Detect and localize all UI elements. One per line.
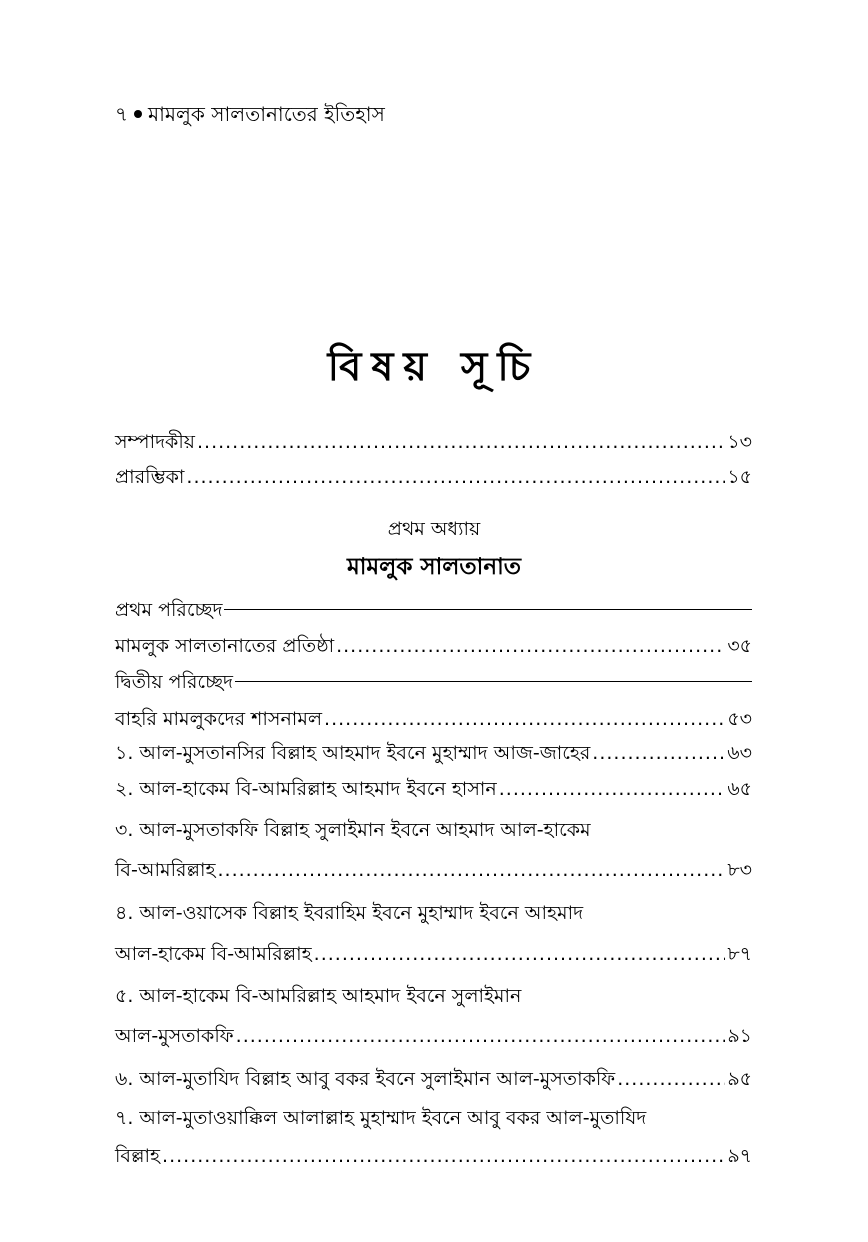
section-rule xyxy=(235,681,752,682)
toc-entry xyxy=(115,632,752,664)
dot-leader xyxy=(617,1068,725,1090)
toc-entry-label: মামলুক সালতানাতের প্রতিষ্ঠা xyxy=(115,635,335,657)
toc-entry-line: ৩. আল-মুসতাকফি বিল্লাহ সুলাইমান ইবনে আহমাদ আল-হাকেম xyxy=(115,819,591,841)
dot-leader xyxy=(236,1025,726,1047)
dot-leader xyxy=(186,466,725,488)
dot-leader xyxy=(324,708,725,730)
toc-entry-line: ৫. আল-হাকেম বি-আমরিল্লাহ আহমাদ ইবনে সুলাইমান xyxy=(115,985,522,1007)
toc-entry-page: ৩৫ xyxy=(727,635,752,657)
toc-entry-label: ৬. আল-মুতাযিদ বিল্লাহ আবু বকর ইবনে সুলাইমান আল-মুসতাকফি xyxy=(115,1068,616,1090)
toc-entry-line: ৪. আল-ওয়াসেক বিল্লাহ ইবরাহিম ইবনে মুহাম্মাদ ইবনে আহমাদ xyxy=(115,902,584,924)
toc-entry-page: ৬৫ xyxy=(727,778,752,800)
toc-entry-label: সম্পাদকীয় xyxy=(115,431,195,453)
toc-entry xyxy=(115,739,752,771)
toc-entry-page: ৬৩ xyxy=(727,742,752,764)
toc-entry-label: ১. আল-মুসতানসির বিল্লাহ আহমাদ ইবনে মুহাম্মাদ আজ-জাহের xyxy=(115,742,591,764)
section-heading xyxy=(115,668,752,700)
header-page-number: ৭ xyxy=(115,102,129,126)
toc-entry-label: আল-মুসতাকফি xyxy=(115,1025,234,1047)
toc-entry-page: ১৫ xyxy=(727,466,752,488)
toc-entry-line: ৭. আল-মুতাওয়াক্কিল আলাল্লাহ মুহাম্মাদ ইবনে আবু বকর আল-মুতাযিদ xyxy=(115,1107,647,1129)
toc-entry-label: ২. আল-হাকেম বি-আমরিল্লাহ আহমাদ ইবনে হাসান xyxy=(115,778,497,800)
dot-leader xyxy=(162,1145,725,1167)
chapter-title: মামলুক সালতানাত xyxy=(346,554,522,580)
toc-entry-page: ৯৫ xyxy=(727,1068,752,1090)
header-book-title: মামলুক সালতানাতের ইতিহাস xyxy=(148,102,385,126)
toc-entry-label: বি-আমরিল্লাহ xyxy=(115,859,216,881)
toc-entry-label: বাহরি মামলুকদের শাসনামল xyxy=(115,708,323,730)
toc-entry-page: ৯৭ xyxy=(727,1145,752,1167)
toc-entry-page: ৫৩ xyxy=(727,708,752,730)
chapter-label: প্রথম অধ্যায় xyxy=(387,518,481,540)
section-heading-label: দ্বিতীয় পরিচ্ছেদ xyxy=(115,671,234,693)
toc-entry-label: আল-হাকেম বি-আমরিল্লাহ xyxy=(115,943,312,965)
toc-entry xyxy=(115,940,752,972)
toc-entry xyxy=(115,705,752,737)
toc-entry xyxy=(115,1022,752,1054)
dot-leader xyxy=(314,943,726,965)
toc-entry xyxy=(115,775,752,807)
dot-leader xyxy=(592,742,725,764)
dot-leader xyxy=(217,859,725,881)
section-rule xyxy=(224,609,752,610)
toc-entry xyxy=(115,463,752,495)
toc-entry-label: বিল্লাহ xyxy=(115,1145,161,1167)
toc-entry-label: প্রারম্ভিকা xyxy=(115,466,185,488)
page-title: বিষয় সূচি xyxy=(327,344,541,390)
dot-leader xyxy=(336,635,725,657)
toc-entry xyxy=(115,856,752,888)
toc-entry-page: ৯১ xyxy=(727,1025,752,1047)
toc-entry xyxy=(115,1065,752,1097)
dot-leader xyxy=(197,431,725,453)
section-heading xyxy=(115,596,752,628)
dot-leader xyxy=(499,778,726,800)
toc-entry-page: ১৩ xyxy=(727,431,752,453)
toc-entry xyxy=(115,1142,752,1174)
table-of-contents xyxy=(115,0,752,1242)
toc-entry xyxy=(115,428,752,460)
section-heading-label: প্রথম পরিচ্ছেদ xyxy=(115,599,223,621)
toc-entry-page: ৮৩ xyxy=(727,859,752,881)
toc-entry-page: ৮৭ xyxy=(727,943,752,965)
